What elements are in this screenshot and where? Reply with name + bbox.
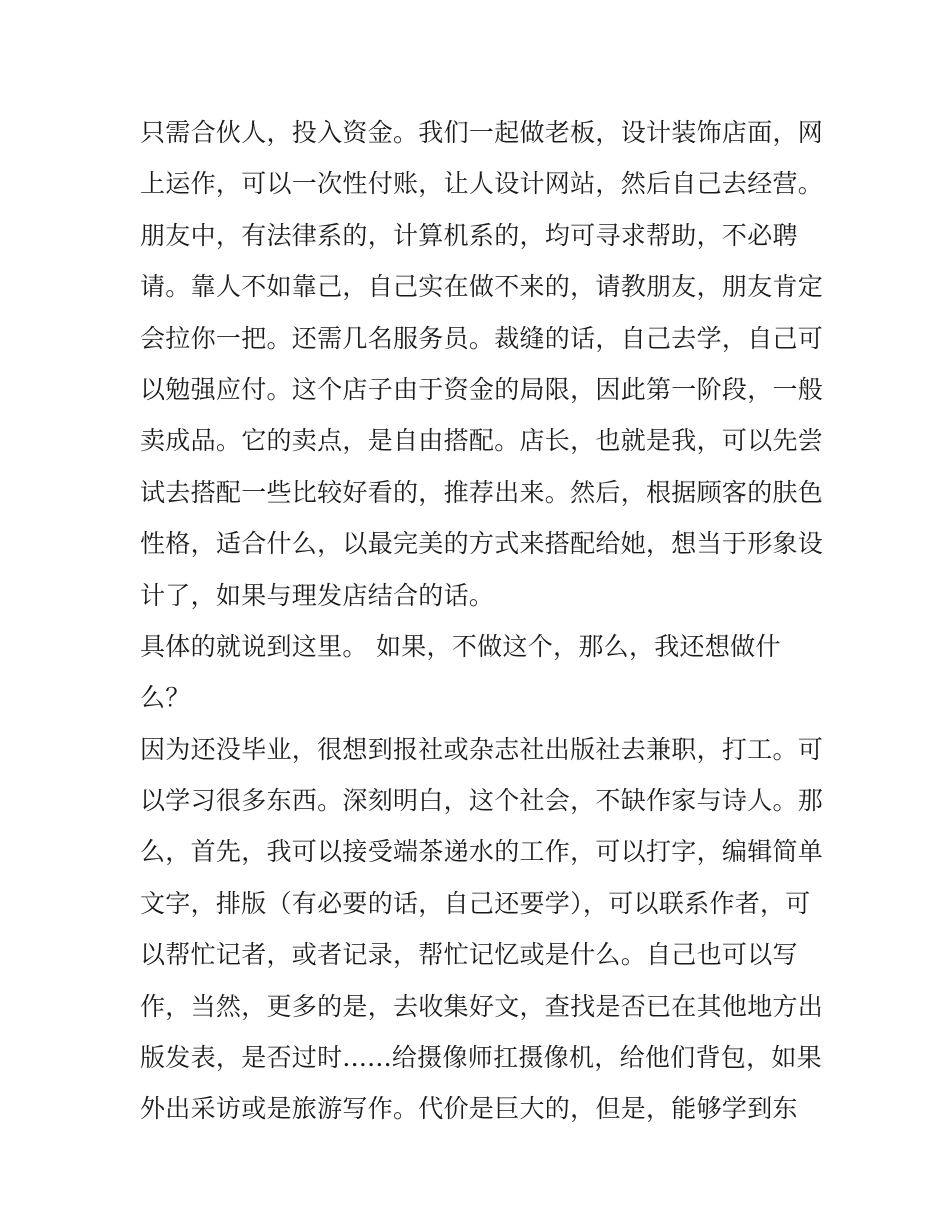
text-line: 外出采访或是旅游写作。代价是巨大的，但是，能够学到东 (140, 1094, 798, 1124)
text-line: 朋友中，有法律系的，计算机系的，均可寻求帮助，不必聘 (140, 220, 798, 250)
text-line: 以帮忙记者，或者记录，帮忙记忆或是什么。自己也可以写 (140, 940, 798, 970)
text-line: 只需合伙人，投入资金。我们一起做老板，设计装饰店面，网 (140, 118, 824, 147)
text-line: 文字，排版（有必要的话，自己还要学），可以联系作者，可 (140, 888, 811, 918)
text-line: 么？ (140, 683, 191, 713)
text-line: 会拉你一把。还需几名服务员。裁缝的话，自己去学，自己可 (140, 323, 824, 353)
text-line: 上运作，可以一次性付账，让人设计网站，然后自己去经营。 (140, 169, 824, 199)
text-line: 请。靠人不如靠己，自己实在做不来的，请教朋友，朋友肯定 (140, 272, 824, 302)
text-line: 具体的就说到这里。 如果，不做这个，那么，我还想做什 (140, 631, 781, 661)
body-text (140, 107, 824, 1135)
text-line: 计了，如果与理发店结合的话。 (140, 580, 495, 610)
text-line: 以学习很多东西。深刻明白，这个社会，不缺作家与诗人。那 (140, 786, 824, 816)
text-line: 么，首先，我可以接受端茶递水的工作，可以打字，编辑简单 (140, 837, 824, 867)
text-line: 版发表，是否过时......给摄像师扛摄像机，给他们背包，如果 (140, 1043, 822, 1073)
text-line: 卖成品。它的卖点，是自由搭配。店长，也就是我，可以先尝 (140, 426, 824, 456)
text-line: 以勉强应付。这个店子由于资金的局限，因此第一阶段，一般 (140, 374, 824, 404)
text-line: 试去搭配一些比较好看的，推荐出来。然后，根据顾客的肤色 (140, 477, 824, 507)
text-line: 作，当然，更多的是，去收集好文，查找是否已在其他地方出 (140, 991, 824, 1021)
text-line: 性格，适合什么，以最完美的方式来搭配给她，想当于形象设 (140, 529, 824, 559)
text-line: 因为还没毕业，很想到报社或杂志社出版社去兼职，打工。可 (140, 734, 824, 764)
